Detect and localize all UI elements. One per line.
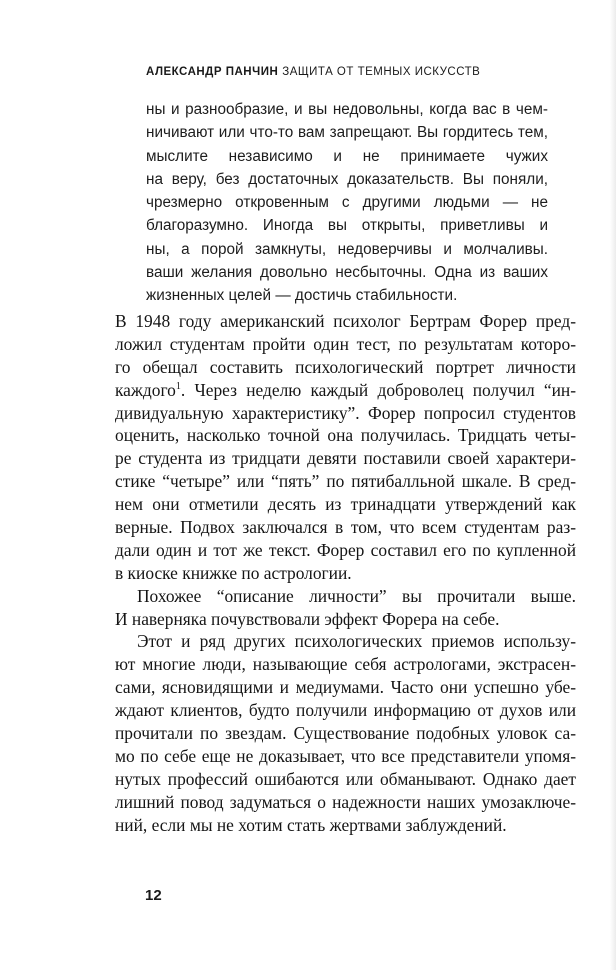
text-line: ждают клиентов, будто получили информацию от духов или — [115, 700, 576, 721]
body-text — [115, 310, 576, 836]
text-line: нутых профессий ошибаются или обманывают. Однако дает — [115, 768, 576, 789]
text-line: в киоске книжке по астрологии. — [115, 562, 352, 583]
text-line: дивидуальную характеристику”. Форер попросил студентов — [115, 402, 576, 423]
running-head — [146, 66, 480, 78]
text-line: Этот и ряд других психологических приемов использу- — [137, 631, 576, 652]
paragraph-forer-experiment — [115, 310, 576, 585]
text-line: ре студента из тридцати девяти поставили своей характери- — [115, 448, 576, 469]
text-line: го обещал составить психологический портрет личности — [115, 356, 576, 377]
quote-line: ны, а порой замкнуты, недоверчивы и молчаливы. — [146, 240, 548, 258]
text-line: прочитали по звездам. Существование подобных уловок са- — [115, 723, 576, 744]
quote-line: мыслите независимо и не принимаете чужих — [146, 147, 548, 165]
text-line: В 1948 году американский психолог Бертрам Форер пред- — [115, 311, 576, 331]
quote-line: чрезмерно откровенным с другими людьми — не — [146, 194, 548, 212]
quote-line: на веру, без достаточных доказательств. Вы поняли, — [146, 170, 548, 188]
quote-line: ничивают или что-то вам запрещают. Вы гордитесь тем, — [146, 124, 548, 142]
quote-line: ваши желания довольно несбыточны. Одна из ваших — [146, 264, 548, 282]
text-line: мо по себе еще не доказывает, что все представители упомя- — [115, 745, 576, 766]
text-line: И наверняка почувствовали эффект Форера на себе. — [115, 608, 500, 629]
text-line: оценить, насколько точной она получилась. Тридцать четы- — [115, 425, 576, 446]
text-line: верные. Подвох заключался в том, что всем студентам раз- — [115, 517, 576, 538]
text-line: ложил студентам пройти один тест, по результатам которо- — [115, 333, 576, 354]
paragraph-forer-effect — [115, 585, 576, 631]
text-line-with-footnote — [115, 379, 576, 402]
quote-line: ны и разнообразие, и вы недовольны, когда вас в чем- — [146, 101, 548, 118]
quote-line: жизненных целей — достичь стабильности. — [146, 287, 458, 305]
page-edge-shadow — [610, 0, 616, 970]
text-line: сами, ясновидящими и медиумами. Часто они успешно убе- — [115, 677, 576, 698]
personality-description-quote — [146, 98, 548, 308]
text-line: Похожее “описание личности” вы прочитали выше. — [137, 585, 576, 606]
text-line: лишний повод задуматься о надежности наших умозаключе- — [115, 791, 576, 812]
page-number: 12 — [145, 887, 162, 904]
running-head-book-title: ЗАЩИТА ОТ ТЕМНЫХ ИСКУССТВ — [282, 66, 481, 78]
running-head-author: АЛЕКСАНДР ПАНЧИН — [146, 66, 279, 78]
text-line: ют многие люди, называющие себя астрологами, экстрасен- — [115, 654, 576, 675]
text-fragment: . Через неделю каждый доброволец получил “ин- — [180, 379, 576, 400]
text-line: дали один и тот же текст. Форер составил его по купленной — [115, 539, 576, 560]
text-line: нем они отметили десять из тринадцати утверждений как — [115, 494, 576, 515]
quote-line: благоразумно. Иногда вы открыты, приветливы и — [146, 217, 548, 235]
text-fragment: каждого — [115, 379, 176, 400]
footnote-reference[interactable]: 1 — [175, 380, 181, 392]
paragraph-psychics — [115, 630, 576, 836]
text-line: ний, если мы не хотим стать жертвами заблуждений. — [115, 814, 507, 835]
text-line: стике “четыре” или “пять” по пятибалльной шкале. В сред- — [115, 471, 576, 492]
